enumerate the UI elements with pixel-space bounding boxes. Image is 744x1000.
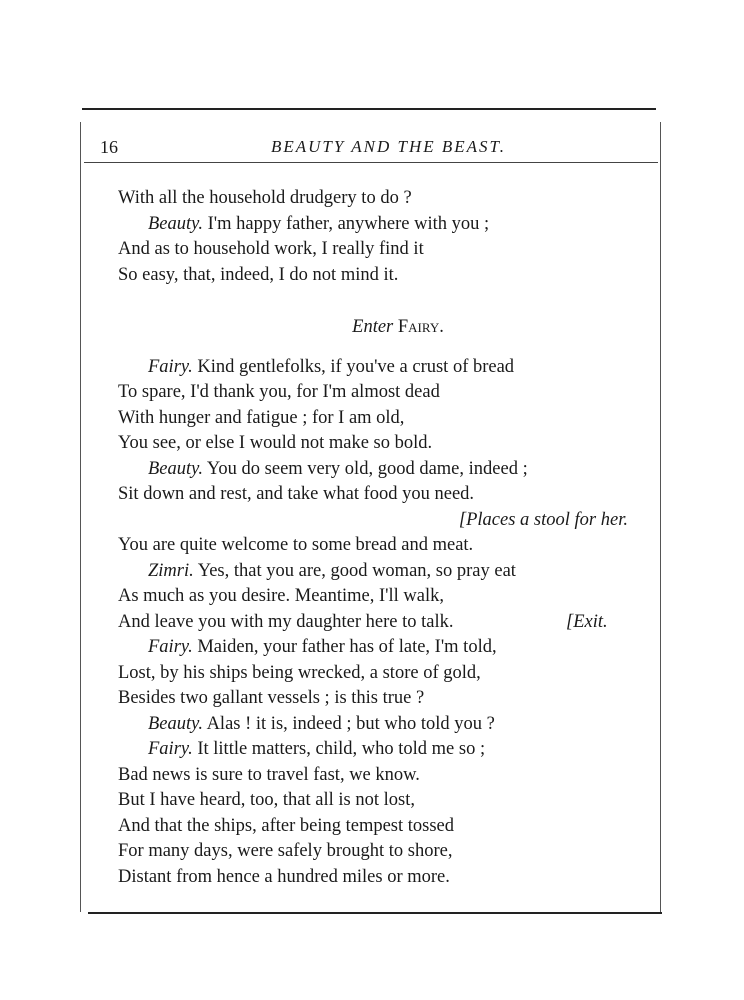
verse-line: To spare, I'd thank you, for I'm almost dead xyxy=(118,382,440,402)
speech-text: And leave you with my daughter here to talk. xyxy=(118,611,454,632)
top-border-rule xyxy=(82,108,656,110)
right-border-rule xyxy=(660,122,661,914)
verse-line: Lost, by his ships being wrecked, a store of gold, xyxy=(118,662,481,683)
verse-line xyxy=(118,635,638,661)
enter-character: Fairy. xyxy=(397,317,444,337)
speech-text: Alas ! it is, indeed ; but who told you ? xyxy=(202,713,495,734)
speech-text: You do seem very old, good dame, indeed ; xyxy=(202,458,528,479)
verse-line xyxy=(118,712,638,738)
verse-line: Sit down and rest, and take what food you need. xyxy=(118,484,475,504)
verse-line: Distant from hence a hundred miles or more. xyxy=(118,866,450,887)
left-border-rule xyxy=(80,122,81,912)
speaker-name: Fairy. xyxy=(148,739,193,759)
bottom-border-rule xyxy=(88,912,662,914)
verse-line: As much as you desire. Meantime, I'll walk, xyxy=(118,586,444,606)
speaker-name: Zimri. xyxy=(148,560,194,581)
speaker-name: Beauty. xyxy=(148,213,203,234)
spacer xyxy=(118,288,638,315)
running-head xyxy=(100,134,506,160)
verse-line xyxy=(118,559,638,585)
speech-text: Kind gentlefolks, if you've a crust of bread xyxy=(192,356,515,377)
speech-text: I'm happy father, anywhere with you ; xyxy=(202,213,490,234)
page-number: 16 xyxy=(100,137,118,157)
verse-line: You see, or else I would not make so bold. xyxy=(118,433,433,453)
speaker-name: Fairy. xyxy=(148,356,193,377)
verse-line: And as to household work, I really find it xyxy=(118,239,424,259)
verse-line: For many days, were safely brought to shore, xyxy=(118,841,453,861)
speaker-name: Beauty. xyxy=(148,713,203,734)
verse-line: With hunger and fatigue ; for I am old, xyxy=(118,407,405,428)
stage-direction-enter xyxy=(118,315,638,341)
speech-text: It little matters, child, who told me so ; xyxy=(192,739,486,759)
enter-word: Enter xyxy=(352,317,394,337)
verse-line xyxy=(118,355,638,381)
verse-line xyxy=(118,610,638,636)
speech-text: Maiden, your father has of late, I'm told, xyxy=(192,637,497,657)
verse-line: So easy, that, indeed, I do not mind it. xyxy=(118,264,399,285)
speech-text: Yes, that you are, good woman, so pray eat xyxy=(193,560,516,581)
running-title: BEAUTY AND THE BEAST. xyxy=(271,137,506,156)
play-text xyxy=(118,186,638,890)
header-rule xyxy=(84,162,658,163)
verse-line xyxy=(118,457,638,483)
spacer xyxy=(118,341,638,355)
speaker-name: Fairy. xyxy=(148,637,193,657)
verse-line: And that the ships, after being tempest tossed xyxy=(118,815,455,836)
verse-line xyxy=(118,737,638,763)
verse-line: But I have heard, too, that all is not lost, xyxy=(118,790,415,810)
stage-direction: [Places a stool for her. xyxy=(458,509,628,530)
verse-line: You are quite welcome to some bread and meat. xyxy=(118,535,474,555)
verse-line: Bad news is sure to travel fast, we know. xyxy=(118,764,420,785)
verse-line: With all the household drudgery to do ? xyxy=(118,188,412,208)
speaker-name: Beauty. xyxy=(148,458,203,479)
verse-line: Besides two gallant vessels ; is this true ? xyxy=(118,688,425,708)
verse-line xyxy=(118,212,638,238)
stage-direction-exit: [Exit. xyxy=(566,611,608,632)
